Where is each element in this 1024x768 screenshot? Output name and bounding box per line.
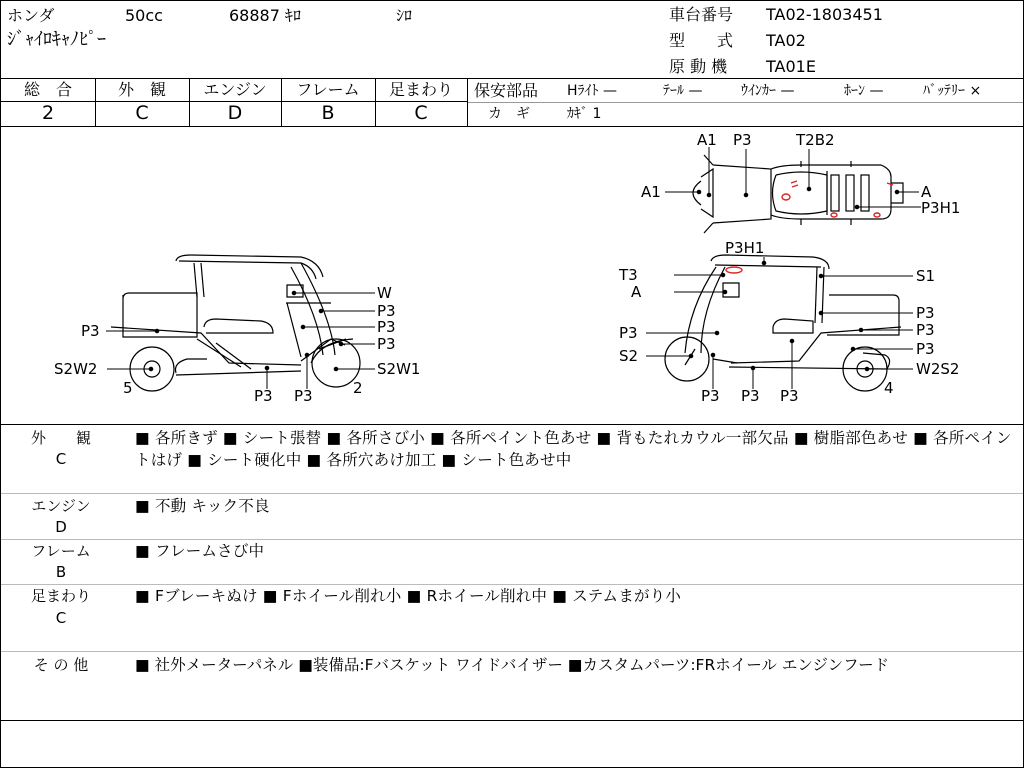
diagram-label: P3 xyxy=(780,387,799,405)
damage-diagram xyxy=(1,127,1023,423)
diagram-label: P3 xyxy=(294,387,313,405)
diagram-label: A1 xyxy=(697,131,717,149)
key-value: ｶｷﾞ 1 xyxy=(567,106,602,122)
grade-label-engine: エンジン xyxy=(203,80,267,99)
remark-label-frame: フレーム xyxy=(31,542,91,560)
grade-label-frame: フレーム xyxy=(296,80,360,99)
remark-text-suspension: ■ Fブレーキぬけ ■ Fホイール削れ小 ■ Rホイール削れ中 ■ ステムまがり小 xyxy=(135,587,682,605)
mileage: 68887 ｷﾛ xyxy=(229,6,301,25)
remark-grade-engine: D xyxy=(55,518,67,536)
grade-label-overall: 総 合 xyxy=(23,80,72,99)
grade-label-exterior: 外 観 xyxy=(117,80,166,99)
diagram-label: P3 xyxy=(741,387,760,405)
remark-text-exterior: ■ 各所きず ■ シート張替 ■ 各所さび小 ■ 各所ペイント色あせ ■ 背もたれカウル一部欠品 ■ 樹脂部色あせ ■ 各所ペイントはげ ■ シート硬化中 ■ 各所穴あけ加工 ■ シート色あせ中 xyxy=(135,429,1012,469)
diagram-label: A xyxy=(631,283,642,301)
grade-value-frame: B xyxy=(321,102,335,124)
diagram-label: P3H1 xyxy=(921,199,961,217)
diagram-label: A1 xyxy=(641,183,661,201)
frame-no: TA02-1803451 xyxy=(766,5,883,24)
diagram-label: P3 xyxy=(81,322,100,340)
remark-text-frame: ■ フレームさび中 xyxy=(135,542,265,560)
remark-label-other: そ の 他 xyxy=(33,656,89,674)
diagram-label: P3 xyxy=(254,387,273,405)
safety-tail: ﾃｰﾙ — xyxy=(663,83,703,99)
scooter-left-view xyxy=(111,255,360,391)
grade-value-overall: 2 xyxy=(41,102,55,124)
diagram-label: T3 xyxy=(619,266,638,284)
diagram-label: S2 xyxy=(619,347,639,365)
grade-value-exterior: C xyxy=(135,102,149,124)
remark-text-engine: ■ 不動 キック不良 xyxy=(135,497,270,515)
diagram-label: P3 xyxy=(377,335,396,353)
diagram-label: P3 xyxy=(701,387,720,405)
safety-battery: ﾊﾞｯﾃﾘｰ × xyxy=(923,83,982,99)
diagram-label: P3 xyxy=(619,324,638,342)
diagram-label: P3 xyxy=(733,131,752,149)
diagram-label: S2W2 xyxy=(54,360,98,378)
remark-grade-frame: B xyxy=(55,563,67,581)
safety-headlight: Hﾗｲﾄ — xyxy=(567,83,617,99)
remark-text-other: ■ 社外メーターパネル ■装備品:Fバスケット ワイドバイザー ■カスタムパーツ:FRホイール エンジンフード xyxy=(135,656,890,674)
diagram-label: 4 xyxy=(884,379,894,397)
diagram-label: W xyxy=(377,284,392,302)
diagram-label: A xyxy=(921,183,932,201)
key-label: カ ギ xyxy=(488,106,530,122)
safety-horn: ﾎｰﾝ — xyxy=(844,83,884,99)
remark-label-exterior: 外 観 xyxy=(30,429,91,447)
maker: ホンダ xyxy=(7,6,55,25)
displacement: 50cc xyxy=(125,6,163,25)
damage-marks xyxy=(726,181,893,273)
diagram-label: T2B2 xyxy=(796,131,835,149)
engine-value: TA01E xyxy=(766,57,816,76)
remark-grade-suspension: C xyxy=(55,609,67,627)
diagram-label: 5 xyxy=(123,379,133,397)
diagram-label: W2S2 xyxy=(916,360,960,378)
model-name: ｼﾞｬｲﾛｷｬﾉﾋﾟｰ xyxy=(7,29,106,50)
remark-grade-exterior: C xyxy=(55,450,67,468)
safety-winker: ｳｲﾝｶｰ — xyxy=(741,83,795,99)
type-label: 型 式 xyxy=(669,31,734,50)
remark-label-suspension: 足まわり xyxy=(30,587,91,605)
grade-value-suspension: C xyxy=(414,102,428,124)
scooter-top-view xyxy=(693,155,903,233)
safety-title: 保安部品 xyxy=(474,81,539,100)
grade-value-engine: D xyxy=(227,102,243,124)
grade-label-suspension: 足まわり xyxy=(388,80,453,99)
type-value: TA02 xyxy=(766,31,806,50)
engine-label: 原 動 機 xyxy=(669,57,728,76)
diagram-label: P3H1 xyxy=(725,239,765,257)
frame-no-label: 車台番号 xyxy=(669,5,734,24)
diagram-label: P3 xyxy=(916,340,935,358)
diagram-label: S1 xyxy=(916,267,936,285)
diagram-label: P3 xyxy=(916,321,935,339)
diagram-label: 2 xyxy=(353,379,363,397)
diagram-label: S2W1 xyxy=(377,360,421,378)
diagram-label: P3 xyxy=(377,302,396,320)
remark-label-engine: エンジン xyxy=(31,497,91,515)
color: ｼﾛ xyxy=(396,6,413,25)
diagram-label: P3 xyxy=(377,318,396,336)
diagram-label: P3 xyxy=(916,304,935,322)
